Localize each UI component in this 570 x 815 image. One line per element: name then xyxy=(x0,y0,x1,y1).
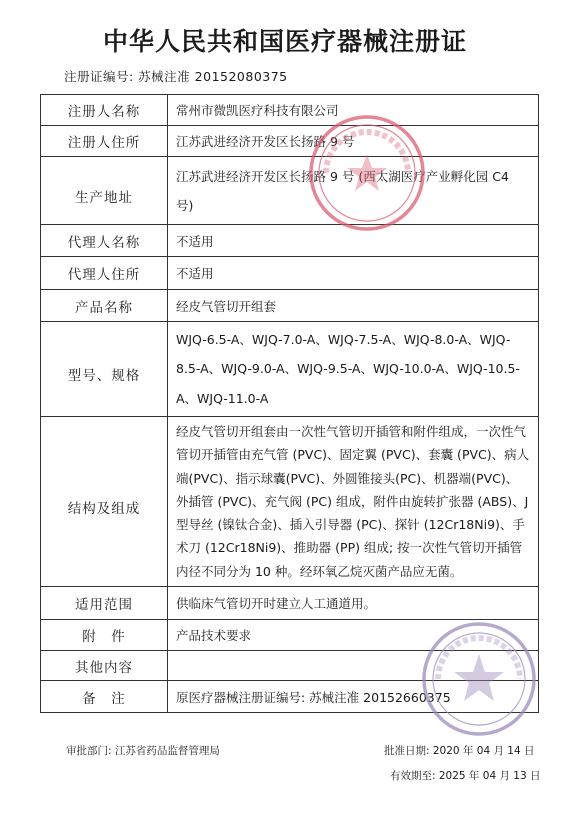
row-label: 产品名称 xyxy=(41,290,168,322)
row-label: 适用范围 xyxy=(41,587,168,620)
row-label: 附 件 xyxy=(41,620,168,651)
table-row xyxy=(41,290,539,322)
row-value: WJQ-6.5-A、WJQ-7.0-A、WJQ-7.5-A、WJQ-8.0-A、WJQ-8.5-A、WJQ-9.0-A、WJQ-9.5-A、WJQ-10.0-A、WJQ-10.5-A、WJQ-11.0-A xyxy=(168,322,539,417)
row-value: 常州市微凯医疗科技有限公司 xyxy=(168,95,539,126)
table-row xyxy=(41,322,539,417)
row-label: 备 注 xyxy=(41,681,168,713)
row-value: 经皮气管切开组套由一次性气管切开插管和附件组成，一次性气管切开插管由充气管 (PVC)、固定翼 (PVC)、套囊 (PVC)、病人端(PVC)、指示球囊(PVC)、外圆锥接头(PC)、机器端(PVC)、外插管 (PVC)、充气阀 (PC) 组成，附件由旋转扩张器 (ABS)、J 型导丝 (镍钛合金)、插入引导器 (PC)、探针 (12Cr18Ni9)、手术刀 (12Cr18Ni9)、推助器 (PP) 组成; 按一次性气管切开插管内径不同分为 10 种。经环氧乙烷灭菌产品应无菌。 xyxy=(168,417,539,587)
row-label: 注册人住所 xyxy=(41,126,168,157)
row-label: 型号、规格 xyxy=(41,322,168,417)
row-value: 供临床气管切开时建立人工通道用。 xyxy=(168,587,539,620)
table-row xyxy=(41,157,539,225)
approval-department: 审批部门: 江苏省药品监督管理局 xyxy=(66,745,220,757)
table-row xyxy=(41,681,539,713)
row-value: 经皮气管切开组套 xyxy=(168,290,539,322)
row-label: 代理人住所 xyxy=(41,257,168,290)
row-value: 江苏武进经济开发区长扬路 9 号 (西太湖医疗产业孵化园 C4 号) xyxy=(168,157,539,225)
approval-date: 批准日期: 2020 年 04 月 14 日 xyxy=(384,745,535,757)
row-label: 代理人名称 xyxy=(41,225,168,257)
registration-number: 注册证编号: 苏械注准 20152080375 xyxy=(64,69,288,84)
table-row xyxy=(41,257,539,290)
row-value: 不适用 xyxy=(168,225,539,257)
table-row xyxy=(41,620,539,651)
row-value: 江苏武进经济开发区长扬路 9 号 xyxy=(168,126,539,157)
valid-until-date: 有效期至: 2025 年 04 月 13 日 xyxy=(390,770,541,782)
row-value: 产品技术要求 xyxy=(168,620,539,651)
table-row xyxy=(41,126,539,157)
row-label: 注册人名称 xyxy=(41,95,168,126)
registration-table xyxy=(40,94,539,713)
row-value xyxy=(168,651,539,681)
table-row xyxy=(41,587,539,620)
row-value: 原医疗器械注册证编号: 苏械注准 20152660375 xyxy=(168,681,539,713)
row-label: 其他内容 xyxy=(41,651,168,681)
table-row xyxy=(41,417,539,587)
table-row xyxy=(41,95,539,126)
table-row xyxy=(41,225,539,257)
row-label: 结构及组成 xyxy=(41,417,168,587)
row-value: 不适用 xyxy=(168,257,539,290)
row-label: 生产地址 xyxy=(41,157,168,225)
table-row xyxy=(41,651,539,681)
document-title: 中华人民共和国医疗器械注册证 xyxy=(102,27,467,56)
